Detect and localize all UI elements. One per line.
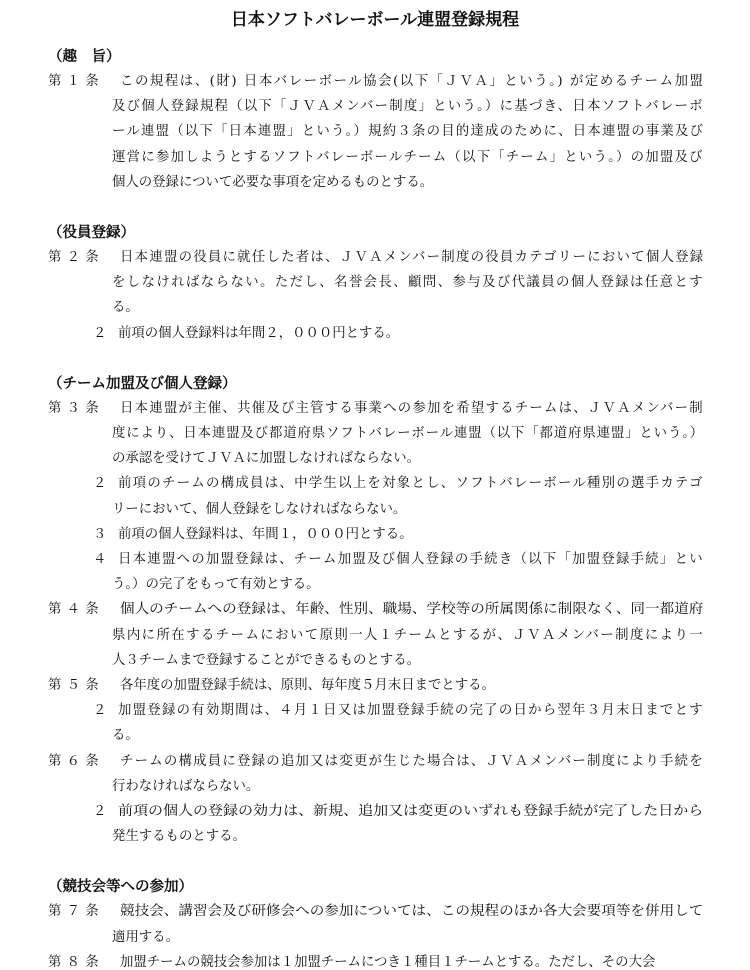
text-line: 個人の登録について必要な事項を定めるものとする。	[112, 174, 434, 190]
text-line: 前項の個人の登録の効力は、新規、追加又は変更のいずれも登録手続が完了した日から	[118, 804, 704, 819]
section-heading: （役員登録）	[48, 224, 135, 241]
article-label: 第 ５ 条	[48, 678, 100, 693]
text-line: 前項のチームの構成員は、中学生以上を対象とし、ソフトバレーボール種別の選手カテゴ	[118, 476, 704, 492]
text-line: 発生するものとする。	[112, 829, 246, 845]
paragraph-number: ２	[93, 325, 107, 341]
paragraph-number: ３	[93, 526, 107, 542]
article-label: 第 ８ 条	[48, 954, 100, 970]
paragraph-number: ２	[93, 804, 107, 819]
text-line: 各年度の加盟登録手続は、原則、毎年度５月末日までとする。	[120, 678, 495, 693]
text-line: 度により、日本連盟及び都道府県ソフトバレーボール連盟（以下「都道府県連盟」という。）	[112, 426, 705, 441]
text-line: 運営に参加しようとするソフトバレーボールチーム（以下「チーム」という。）の加盟及び	[112, 149, 704, 165]
text-line: 日本連盟への加盟登録は、チーム加盟及び個人登録の手続き（以下「加盟登録手続」とい	[118, 552, 704, 567]
article-label: 第 ７ 条	[48, 904, 100, 920]
text-line: の承認を受けてＪＶＡに加盟しなければならない。	[112, 451, 420, 467]
text-line: る。	[112, 300, 139, 316]
article-label: 第 ２ 条	[48, 250, 100, 265]
text-line: 県内に所在するチームにおいて原則一人１チームとするが、ＪＶＡメンバー制度により一	[112, 627, 705, 643]
text-line: る。	[112, 728, 139, 744]
section-heading: （競技会等への参加）	[48, 878, 193, 896]
article-label: 第 ４ 条	[48, 602, 100, 618]
paragraph-number: ２	[93, 476, 107, 492]
paragraph-number: ４	[93, 552, 107, 567]
text-line: 前項の個人登録料は、年間１，０００円とする。	[118, 526, 413, 542]
text-line: 適用する。	[112, 929, 179, 945]
section-heading: （趣 旨）	[48, 48, 121, 65]
text-line: 行わなければならない。	[112, 778, 260, 794]
text-line: 競技会、講習会及び研修会への参加については、この規程のほか各大会要項等を併用して	[120, 904, 704, 920]
text-line: リーにおいて、個人登録をしなければならない。	[112, 501, 407, 517]
text-line: う。）の完了をもって有効とする。	[112, 577, 320, 593]
text-line: チームの構成員に登録の追加又は変更が生じた場合は、ＪＶＡメンバー制度により手続を	[120, 753, 704, 769]
text-line: ール連盟（以下「日本連盟」という。）規約３条の目的達成のために、日本連盟の事業及び	[112, 124, 705, 140]
text-line: 前項の個人登録料は年間２，０００円とする。	[118, 325, 400, 341]
section-heading: （チーム加盟及び個人登録）	[48, 374, 237, 392]
text-line: をしなければならない。ただし、名誉会長、顧問、参与及び代議員の個人登録は任意とす	[112, 275, 705, 291]
document-title: 日本ソフトバレーボール連盟登録規程	[230, 10, 520, 30]
paragraph-number: ２	[93, 703, 107, 719]
text-line: 加盟登録の有効期間は、４月１日又は加盟登録手続の完了の日から翌年３月末日までとす	[118, 703, 704, 719]
article-label: 第 １ 条	[48, 74, 100, 89]
text-line: 日本連盟の役員に就任した者は、ＪＶＡメンバー制度の役員カテゴリーにおいて個人登録	[120, 250, 705, 265]
text-line: 加盟チームの競技会参加は１加盟チームにつき１種目１チームとする。ただし、その大会	[120, 954, 656, 970]
text-line: 個人のチームへの登録は、年齢、性別、職場、学校等の所属関係に制限なく、同一都道府	[120, 602, 704, 618]
text-line: 及び個人登録規程（以下「ＪＶＡメンバー制度」という。）に基づき、日本ソフトバレーボ	[112, 99, 704, 115]
article-label: 第 ６ 条	[48, 753, 100, 769]
text-line: 人３チームまで登録することができるものとする。	[112, 652, 420, 668]
text-line: 日本連盟が主催、共催及び主管する事業への参加を希望するチームは、ＪＶＡメンバー制	[120, 400, 704, 416]
text-line: この規程は、(財) 日本バレーボール協会(以下「ＪＶＡ」という。) が定めるチーム加盟	[120, 74, 705, 89]
article-label: 第 ３ 条	[48, 400, 100, 416]
